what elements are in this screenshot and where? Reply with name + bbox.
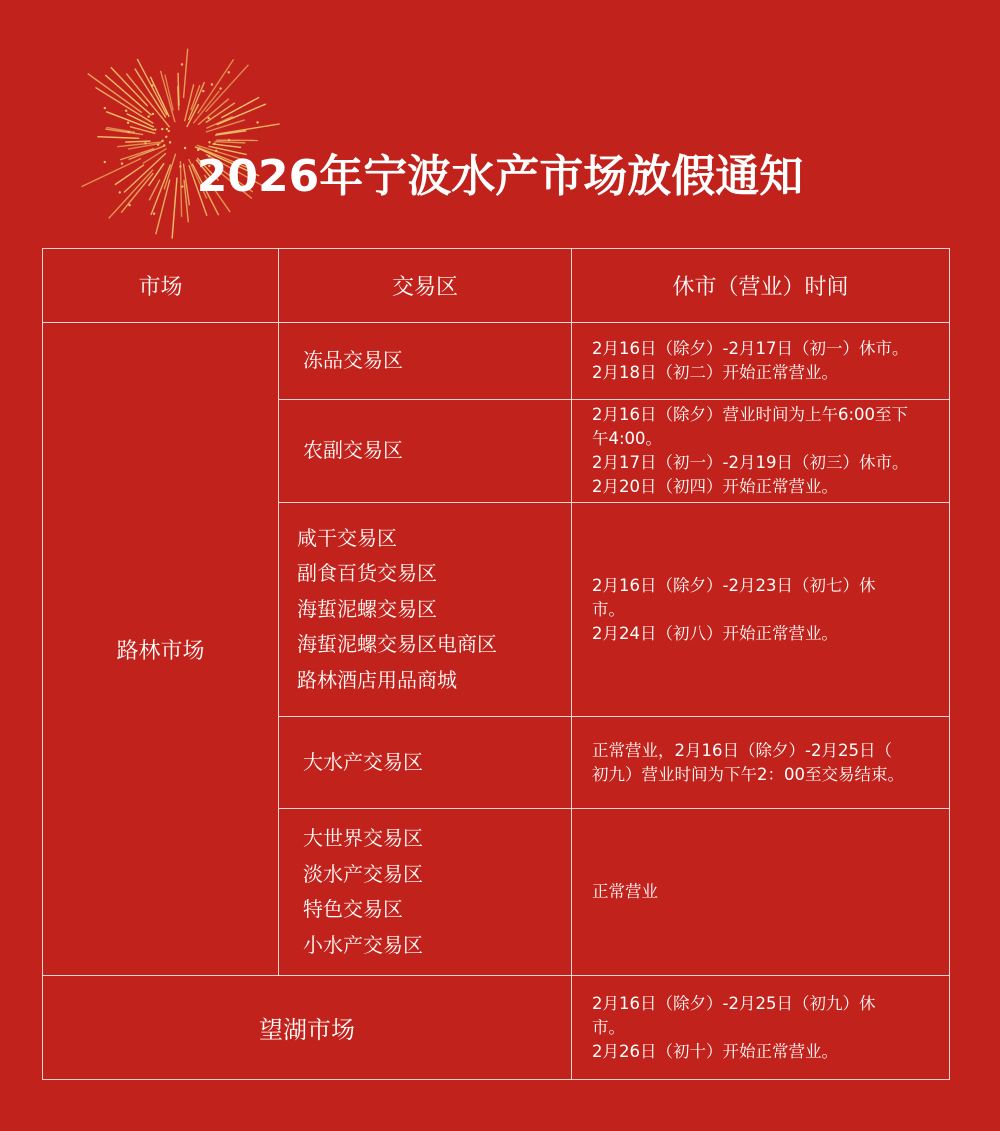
firework-spark	[166, 128, 168, 130]
firework-spark	[127, 131, 129, 133]
zone-cell	[279, 717, 572, 809]
header-schedule: 休市（营业）时间	[572, 249, 950, 323]
schedule-line: 2月26日（初十）开始正常营业。	[592, 1041, 838, 1061]
schedule-line: 2月20日（初四）开始正常营业。	[592, 477, 838, 496]
zone-name: 咸干交易区	[297, 525, 397, 550]
schedule-line: 初九）营业时间为下午2：00至交易结束。	[592, 764, 904, 784]
firework-spark	[202, 90, 204, 92]
zone-name: 大水产交易区	[303, 749, 423, 774]
schedule-line: 2月16日（除夕）营业时间为上午6:00至下	[592, 405, 909, 424]
schedule-line: 正常营业，2月16日（除夕）-2月25日（	[592, 740, 892, 760]
header-market: 市场	[43, 249, 279, 323]
schedule-cell	[572, 323, 950, 400]
schedule-line: 2月16日（除夕）-2月23日（初七）休	[592, 575, 876, 595]
table-row	[43, 323, 950, 400]
firework-spark	[154, 128, 156, 130]
firework-ray	[88, 74, 142, 113]
zone-name: 海蜇泥螺交易区电商区	[297, 632, 497, 657]
zone-name: 特色交易区	[303, 897, 403, 921]
schedule-line: 2月16日（除夕）-2月25日（初九）休	[592, 993, 876, 1013]
firework-ray	[206, 65, 249, 112]
firework-spark	[256, 121, 258, 123]
schedule-cell	[572, 976, 950, 1080]
firework-spark	[228, 71, 230, 73]
firework-spark	[207, 117, 209, 119]
zone-name: 淡水产交易区	[303, 861, 423, 886]
firework-spark	[152, 113, 154, 115]
firework-spark	[153, 213, 155, 215]
schedule-cell	[572, 503, 950, 717]
schedule-line: 正常营业	[592, 882, 658, 901]
firework-spark	[125, 110, 127, 112]
firework-ray	[97, 137, 139, 139]
firework-spark	[219, 87, 221, 89]
page-title: 2026年宁波水产市场放假通知	[196, 151, 804, 202]
firework-spark	[181, 63, 183, 65]
table-header-row	[43, 249, 950, 323]
firework-spark	[147, 115, 149, 117]
firework-spark	[127, 121, 129, 123]
firework-spark	[128, 204, 130, 206]
schedule-cell	[572, 809, 950, 976]
holiday-schedule-table	[42, 248, 950, 1080]
schedule-line: 市。	[592, 1017, 625, 1037]
firework-ray	[188, 82, 204, 120]
firework-spark	[151, 84, 153, 86]
zone-name: 大世界交易区	[303, 826, 423, 850]
header-zone: 交易区	[279, 249, 572, 323]
schedule-cell	[572, 717, 950, 809]
firework-ray	[184, 49, 188, 98]
schedule-cell	[572, 400, 950, 503]
schedule-line: 午4:00。	[592, 429, 663, 448]
schedule-line: 2月16日（除夕）-2月17日（初一）休市。	[592, 339, 909, 358]
table-row	[43, 976, 950, 1080]
zone-name: 副食百货交易区	[297, 561, 437, 586]
zone-cell	[279, 503, 572, 717]
zone-name: 小水产交易区	[303, 932, 423, 957]
schedule-line: 2月17日（初一）-2月19日（初三）休市。	[592, 453, 909, 472]
schedule-line: 市。	[592, 599, 625, 619]
zone-name: 冻品交易区	[303, 348, 403, 373]
zone-cell	[279, 400, 572, 503]
firework-spark	[165, 136, 167, 138]
firework-spark	[168, 130, 170, 132]
firework-spark	[104, 107, 106, 109]
zone-name: 农副交易区	[303, 438, 403, 463]
zone-name: 海蜇泥螺交易区	[297, 596, 437, 621]
market-name: 路林市场	[43, 323, 279, 976]
schedule-line: 2月24日（初八）开始正常营业。	[592, 623, 838, 643]
schedule-line: 2月18日（初二）开始正常营业。	[592, 363, 838, 382]
firework-ray	[178, 73, 179, 106]
firework-spark	[161, 128, 163, 130]
zone-name: 路林酒店用品商城	[297, 667, 457, 692]
zone-cell	[279, 323, 572, 400]
zone-cell	[279, 809, 572, 976]
market-name: 望湖市场	[43, 976, 572, 1080]
firework-spark	[211, 83, 213, 85]
firework-ray	[206, 117, 232, 129]
